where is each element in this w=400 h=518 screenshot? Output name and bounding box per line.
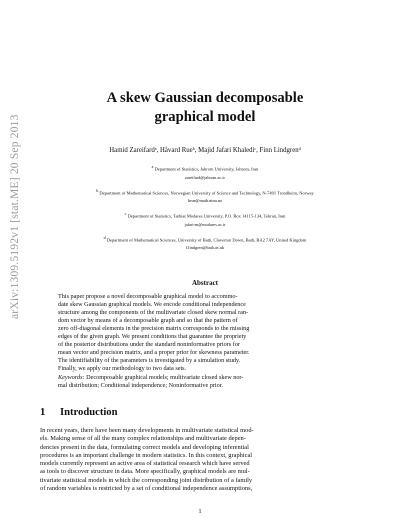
abstract-line: structure among the components of the multivariate closed skew normal ran-	[58, 309, 249, 316]
abstract-line: of the posterior distributions under the standard noninformative priors for	[58, 341, 240, 348]
abstract-heading: Abstract	[191, 279, 219, 287]
section-heading	[40, 407, 370, 418]
affiliation-b	[40, 187, 370, 197]
intro-body	[40, 427, 370, 493]
email-b[interactable]: hrue@math.ntnu.no	[187, 198, 223, 203]
keywords-line-1: Decomposable graphical models; multivariate closed skew nor-	[84, 374, 244, 381]
email-d[interactable]: f.lindgren@bath.ac.uk	[185, 245, 225, 250]
affiliation-a-text: Department of Statistics, Jahrom University, Jahrom, Iran	[154, 166, 259, 172]
intro-line: procedures is an important challenge in modern statistics. In this context, graphical	[40, 451, 253, 459]
abstract-line: mean vector and precision matrix, and a proper prior for skewness parameter.	[58, 349, 250, 356]
email-c[interactable]: jafari-m@modares.ac.ir	[184, 221, 226, 227]
abstract-line: zero off-diagonal elements in the precision matrix corresponds to the missing	[58, 325, 250, 332]
author-list: Hamid Zareifardᵃ, Håvard Rueᵇ, Majid Jafari Khalediᶜ, Finn Lindgrenᵈ	[109, 147, 301, 154]
abstract-line: The identifiability of the parameters is investigated by a simulation study.	[58, 357, 241, 364]
affiliation-a	[40, 163, 370, 173]
affiliation-a-mark: a	[151, 164, 154, 169]
section-number: 1	[40, 407, 46, 418]
keywords-label: Keywords:	[58, 374, 85, 381]
intro-line: as tools to discover structure in data. More specifically, graphical models are mul-	[40, 468, 250, 476]
affiliation-d	[40, 234, 370, 244]
title-line-1: A skew Gaussian decomposable	[106, 90, 304, 106]
title-line-2: graphical model	[154, 109, 256, 125]
affiliation-d-mark: d	[103, 234, 106, 240]
abstract-line: date skew Gaussian graphical models. We encode conditional independence	[58, 301, 246, 308]
paper-page	[40, 0, 370, 493]
intro-line: In recent years, there have been many developments in multivariate statistical mod-	[40, 427, 254, 434]
abstract-line: dom vector by means of a decomposable graph and so that the pattern of	[58, 317, 238, 324]
keywords-line-2: mal distribution; Conditional independence; Noninformative prior.	[58, 382, 223, 389]
abstract-line: edges of the given graph. We present conditions that guarantee the propriety	[58, 333, 247, 340]
affiliation-c	[40, 210, 370, 220]
page-number: 1	[198, 508, 202, 515]
email-a[interactable]: zareifard@jahrom.ac.ir	[185, 174, 225, 180]
intro-line: tivariate statistical models in which the corresponding joint distribution of a family	[40, 476, 253, 484]
keywords	[58, 374, 352, 390]
affiliation-d-text: Department of Mathematical Sciences, University of Bath, Claverton Down, Bath, BA2 7AY, United Kingdom	[106, 237, 307, 242]
affiliation-c-mark: c	[124, 211, 127, 216]
arxiv-stamp: arXiv:1309.5192v1 [stat.ME] 20 Sep 2013	[9, 114, 21, 319]
intro-line: els. Making sense of all the many complex relationships and multivariate depen-	[40, 435, 246, 443]
affiliation-c-text: Department of Statistics, Tarbiat Modares University, P.O. Box 14115-134, Tehran, Iran	[127, 213, 286, 219]
section-title: Introduction	[60, 407, 118, 418]
abstract-body	[58, 293, 352, 373]
affiliation-b-text: Department of Mathematical Sciences, Norwegian University of Science and Technology, N-7491 Trondheim, Norway	[99, 190, 314, 195]
intro-line: models currently represent an active area of statistical research which have served	[40, 460, 250, 468]
intro-line: dencies present in the data, formulating correct models and developing inferential	[40, 443, 249, 451]
abstract-line: This paper propose a novel decomposable graphical model to accommo-	[58, 293, 238, 300]
paper-title	[40, 89, 370, 127]
abstract-line: Finally, we apply our methodology to two data sets.	[58, 365, 187, 372]
affiliation-b-mark: b	[96, 187, 99, 193]
intro-line: of random variables is restricted by a set of conditional independence assumptions,	[40, 485, 253, 493]
